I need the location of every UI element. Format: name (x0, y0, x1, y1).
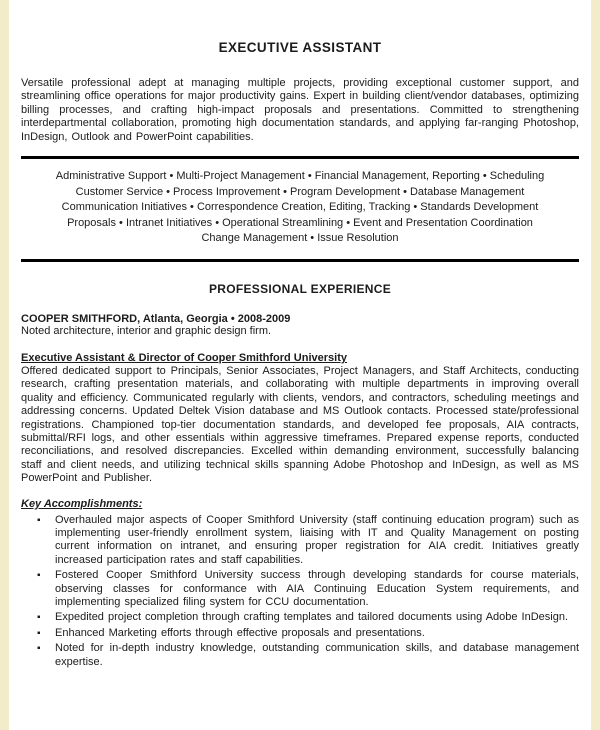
divider-rule-top (21, 156, 579, 159)
employer-description: Noted architecture, interior and graphic design firm. (21, 324, 272, 337)
page-edge-right (591, 0, 600, 730)
skills-line: Administrative Support • Multi-Project Management • Financial Management, Reporting • Scheduling (55, 170, 545, 183)
accomplishments-list (21, 514, 579, 669)
summary-paragraph: Versatile professional adept at managing multiple projects, providing exceptional customer support, and streamlining office operations for major productivity gains. Expert in building client/vendor databases, optimizing billing processes, and crafting high-impact proposals and presentations. Committed to strengthening interdepartmental collaboration, promoting high documentation standards, and applying far-ranging Photoshop, InDesign, Outlook and PowerPoint capabilities. (21, 77, 579, 143)
job-title-heading: Executive Assistant & Director of Cooper Smithford University (21, 351, 347, 364)
employer-heading: COOPER SMITHFORD, Atlanta, Georgia • 2008-2009 (21, 312, 291, 325)
skills-summary-section (21, 169, 579, 247)
divider-rule-bottom (21, 259, 579, 262)
accomplishment-item: ▪ Fostered Cooper Smithford University success through developing standards for course materials, observing classes for conformance with AIA Continuing Education System requirements, and implementing specialized filing system for CCU documentation. (21, 569, 579, 609)
page-edge-left (0, 0, 9, 730)
section-title-professional-experience: PROFESSIONAL EXPERIENCE (208, 281, 392, 296)
resume-content (21, 0, 579, 671)
accomplishment-item: ▪ Enhanced Marketing efforts through effective proposals and presentations. (21, 627, 579, 640)
accomplishment-item: ▪ Overhauled major aspects of Cooper Smithford University (staff continuing education program) such as implementing user-friendly enrollment system, liaising with IT and Quality Management on posting current information on intranet, and ensuring proper registration for AIA credit. Initiatives greatly increased participation rates and staff capabilities. (21, 514, 579, 568)
skills-line: Communication Initiatives • Correspondence Creation, Editing, Tracking • Standards Development (61, 201, 539, 214)
accomplishment-item: ▪ Expedited project completion through crafting templates and tailored documents using Adobe InDesign. (21, 611, 579, 624)
key-accomplishments-heading: Key Accomplishments: (21, 497, 143, 510)
accomplishment-item: ▪ Noted for in-depth industry knowledge, outstanding communication skills, and database management expertise. (21, 642, 579, 669)
resume-title: EXECUTIVE ASSISTANT (218, 40, 382, 55)
skills-line: Customer Service • Process Improvement • Program Development • Database Management (75, 185, 525, 198)
job-description-paragraph: Offered dedicated support to Principals, Senior Associates, Project Managers, and Staff Architects, conducting research, crafting presentation materials, and collaborating with multiple departments in improving overall quality and efficiency. Communicated regularly with clients, vendors, and contractors, scheduling meetings and addressing concerns. Updated Deltek Vision database and MS Outlook contacts. Processed state/professional registrations. Championed top-tier documentation standards, and developed fee proposals, AIA contracts, submittal/RFI logs, and other essentials within aggressive timeframes. Prepared expense reports, conducted reconciliations, and resolved discrepancies. Excelled within demanding environment, successfully balancing staff and client needs, and utilizing technical skills spanning Adobe Photoshop and InDesign, as well as MS PowerPoint and Publisher. (21, 364, 579, 485)
skills-line: Proposals • Intranet Initiatives • Operational Streamlining • Event and Presentation Coordination (67, 216, 533, 229)
skills-line: Change Management • Issue Resolution (201, 232, 399, 245)
